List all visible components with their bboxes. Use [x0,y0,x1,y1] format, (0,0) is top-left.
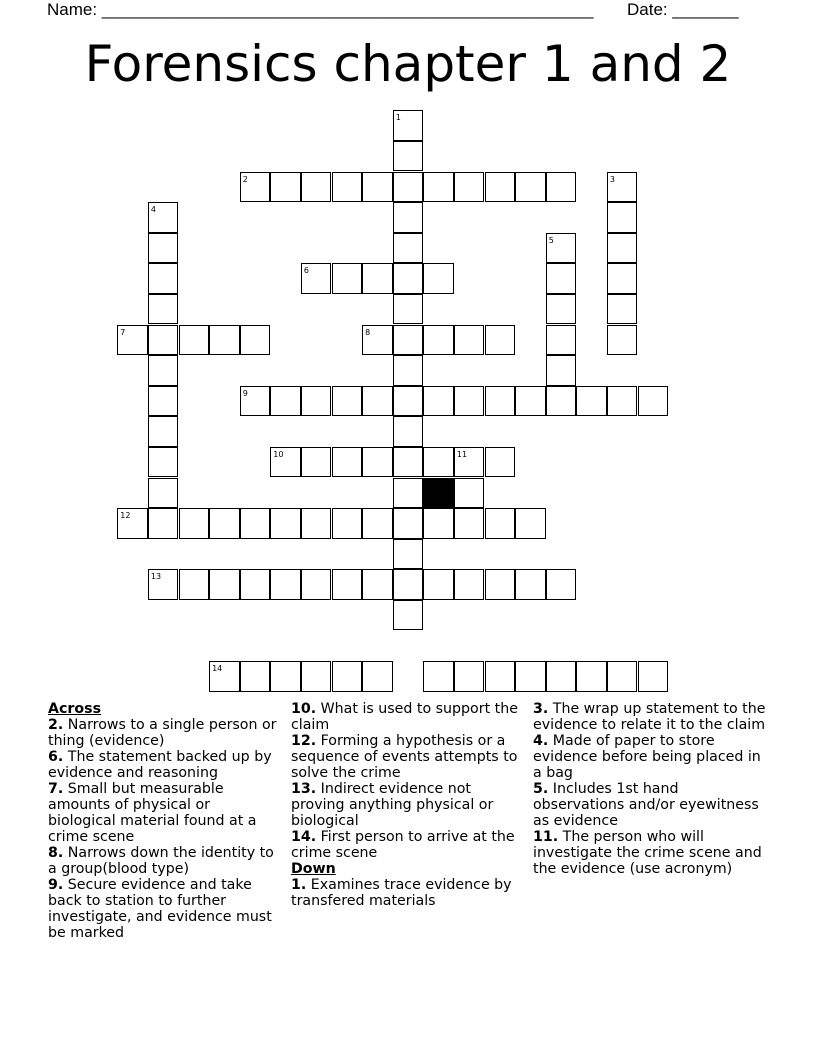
cell-1[interactable] [393,110,424,141]
grid-cell[interactable] [393,447,424,478]
grid-cell[interactable] [393,233,424,264]
clue-across-14: 14. First person to arrive at the crime scene [291,829,515,861]
grid-cell[interactable] [148,263,179,294]
grid-cell[interactable] [454,569,485,600]
grid-cell[interactable] [209,508,240,539]
grid-cell[interactable] [240,325,271,356]
grid-cell[interactable] [240,661,271,692]
grid-cell[interactable] [393,416,424,447]
grid-cell[interactable] [546,386,577,417]
clue-down-5: 5. Includes 1st hand observations and/or eyewitness as evidence [533,781,759,829]
grid-cell[interactable] [362,508,393,539]
grid-cell[interactable] [546,355,577,386]
grid-cell[interactable] [454,172,485,203]
grid-cell[interactable] [576,386,607,417]
clue-across-12: 12. Forming a hypothesis or a sequence of events attempts to solve the crime [291,733,518,781]
grid-cell[interactable] [362,661,393,692]
grid-cell[interactable] [454,325,485,356]
grid-cell[interactable] [301,386,332,417]
down-heading: Down [291,861,336,877]
clue-number: 6 [303,266,309,276]
grid-cell[interactable] [301,447,332,478]
cell-4[interactable] [148,202,179,233]
grid-cell[interactable] [546,661,577,692]
grid-cell[interactable] [515,508,546,539]
grid-cell[interactable] [240,508,271,539]
grid-cell[interactable] [240,569,271,600]
grid-cell[interactable] [148,386,179,417]
page-title: Forensics chapter 1 and 2 [84,35,732,93]
grid-cell[interactable] [148,508,179,539]
clue-number: 4 [150,205,156,215]
grid-cell[interactable] [362,386,393,417]
grid-cell[interactable] [485,386,516,417]
grid-cell[interactable] [362,263,393,294]
grid-cell[interactable] [515,569,546,600]
grid-cell[interactable] [209,569,240,600]
grid-cell[interactable] [454,508,485,539]
clue-across-13: 13. Indirect evidence not proving anything physical or biological [291,781,494,829]
grid-cell[interactable] [179,508,210,539]
clue-number: 9 [242,388,248,398]
grid-cell[interactable] [332,508,363,539]
grid-cell[interactable] [393,478,424,509]
name-field[interactable]: Name: ____________________________________________________ [47,0,594,19]
grid-cell[interactable] [638,661,669,692]
grid-cell[interactable] [332,569,363,600]
grid-cell[interactable] [148,355,179,386]
clue-number: 7 [120,327,126,337]
clue-number: 3 [609,174,615,184]
date-field[interactable]: Date: _______ [627,0,739,19]
clue-across-6: 6. The statement backed up by evidence and reasoning [48,749,272,781]
grid-cell[interactable] [638,386,669,417]
grid-cell[interactable] [546,294,577,325]
grid-cell[interactable] [423,447,454,478]
grid-cell[interactable] [485,325,516,356]
grid-cell[interactable] [270,172,301,203]
grid-cell[interactable] [362,172,393,203]
clue-number: 1 [395,113,401,123]
grid-cell[interactable] [515,661,546,692]
cell-8[interactable] [362,325,393,356]
grid-cell[interactable] [332,386,363,417]
clue-number: 14 [212,664,223,674]
grid-cell[interactable] [270,661,301,692]
grid-cell[interactable] [485,172,516,203]
grid-cell[interactable] [423,263,454,294]
clue-number: 8 [365,327,371,337]
across-heading: Across [48,701,102,717]
grid-cell[interactable] [515,386,546,417]
grid-cell[interactable] [148,294,179,325]
grid-cell[interactable] [607,294,638,325]
grid-cell[interactable] [546,569,577,600]
grid-cell[interactable] [332,661,363,692]
grid-cell[interactable] [485,569,516,600]
grid-cell[interactable] [393,172,424,203]
grid-cell[interactable] [148,416,179,447]
grid-cell[interactable] [270,386,301,417]
grid-cell[interactable] [485,447,516,478]
clue-down-11: 11. The person who will investigate the crime scene and the evidence (use acronym) [533,829,762,877]
clues-column-3 [533,701,773,877]
grid-cell[interactable] [454,661,485,692]
clues-column-1 [48,701,280,941]
grid-cell[interactable] [607,263,638,294]
grid-cell[interactable] [393,263,424,294]
clue-across-7: 7. Small but measurable amounts of physical or biological material found at a crime scene [48,781,257,845]
grid-cell[interactable] [301,508,332,539]
cell-14[interactable] [209,661,240,692]
cell-3[interactable] [607,172,638,203]
grid-cell[interactable] [423,325,454,356]
grid-cell[interactable] [148,233,179,264]
clue-number: 5 [548,235,554,245]
grid-cell[interactable] [332,172,363,203]
grid-cell[interactable] [515,172,546,203]
grid-cell[interactable] [393,325,424,356]
clue-number: 13 [150,572,162,582]
grid-cell[interactable] [393,202,424,233]
clue-across-10: 10. What is used to support the claim [291,701,518,733]
cell-11[interactable] [454,447,485,478]
grid-cell[interactable] [485,661,516,692]
grid-cell[interactable] [179,569,210,600]
clue-number: 11 [456,449,468,459]
grid-cell[interactable] [485,508,516,539]
grid-cell[interactable] [607,325,638,356]
cell-2[interactable] [240,172,271,203]
grid-cell[interactable] [332,447,363,478]
clue-number: 2 [242,174,248,184]
black-cell [423,478,454,509]
clue-across-8: 8. Narrows down the identity to a group(blood type) [48,845,274,877]
grid-cell[interactable] [393,508,424,539]
grid-cell[interactable] [454,478,485,509]
cell-12[interactable] [117,508,148,539]
grid-cell[interactable] [423,508,454,539]
clue-down-1: 1. Examines trace evidence by transfered materials [291,877,512,909]
clue-number: 10 [273,449,284,459]
grid-cell[interactable] [393,569,424,600]
grid-cell[interactable] [546,263,577,294]
grid-cell[interactable] [576,661,607,692]
clues-column-2 [291,701,527,909]
grid-cell[interactable] [148,478,179,509]
cell-9[interactable] [240,386,271,417]
grid-cell[interactable] [423,569,454,600]
clue-down-3: 3. The wrap up statement to the evidence to relate it to the claim [533,701,766,733]
clue-across-2: 2. Narrows to a single person or thing (evidence) [48,717,277,749]
grid-cell[interactable] [332,263,363,294]
cell-6[interactable] [301,263,332,294]
grid-cell[interactable] [301,172,332,203]
grid-cell[interactable] [301,569,332,600]
grid-cell[interactable] [607,386,638,417]
grid-cell[interactable] [423,172,454,203]
cell-13[interactable] [148,569,179,600]
grid-cell[interactable] [423,661,454,692]
grid-cell[interactable] [546,172,577,203]
grid-cell[interactable] [423,386,454,417]
grid-cell[interactable] [179,325,210,356]
grid-cell[interactable] [270,569,301,600]
cell-5[interactable] [546,233,577,264]
grid-cell[interactable] [607,233,638,264]
grid-cell[interactable] [393,539,424,570]
grid-cell[interactable] [393,355,424,386]
clue-number: 12 [120,511,131,521]
grid-cell[interactable] [362,447,393,478]
clue-across-9: 9. Secure evidence and take back to station to further investigate, and evidence must be marked [48,877,272,941]
grid-cell[interactable] [454,386,485,417]
grid-cell[interactable] [270,508,301,539]
clue-down-4: 4. Made of paper to store evidence before being placed in a bag [533,733,761,781]
grid-cell[interactable] [362,569,393,600]
grid-cell[interactable] [393,141,424,172]
grid-cell[interactable] [546,325,577,356]
cell-7[interactable] [117,325,148,356]
grid-cell[interactable] [209,325,240,356]
grid-cell[interactable] [148,447,179,478]
grid-cell[interactable] [301,661,332,692]
cell-10[interactable] [270,447,301,478]
grid-cell[interactable] [393,294,424,325]
grid-cell[interactable] [393,386,424,417]
grid-cell[interactable] [607,202,638,233]
grid-cell[interactable] [148,325,179,356]
grid-cell[interactable] [393,600,424,631]
grid-cell[interactable] [607,661,638,692]
